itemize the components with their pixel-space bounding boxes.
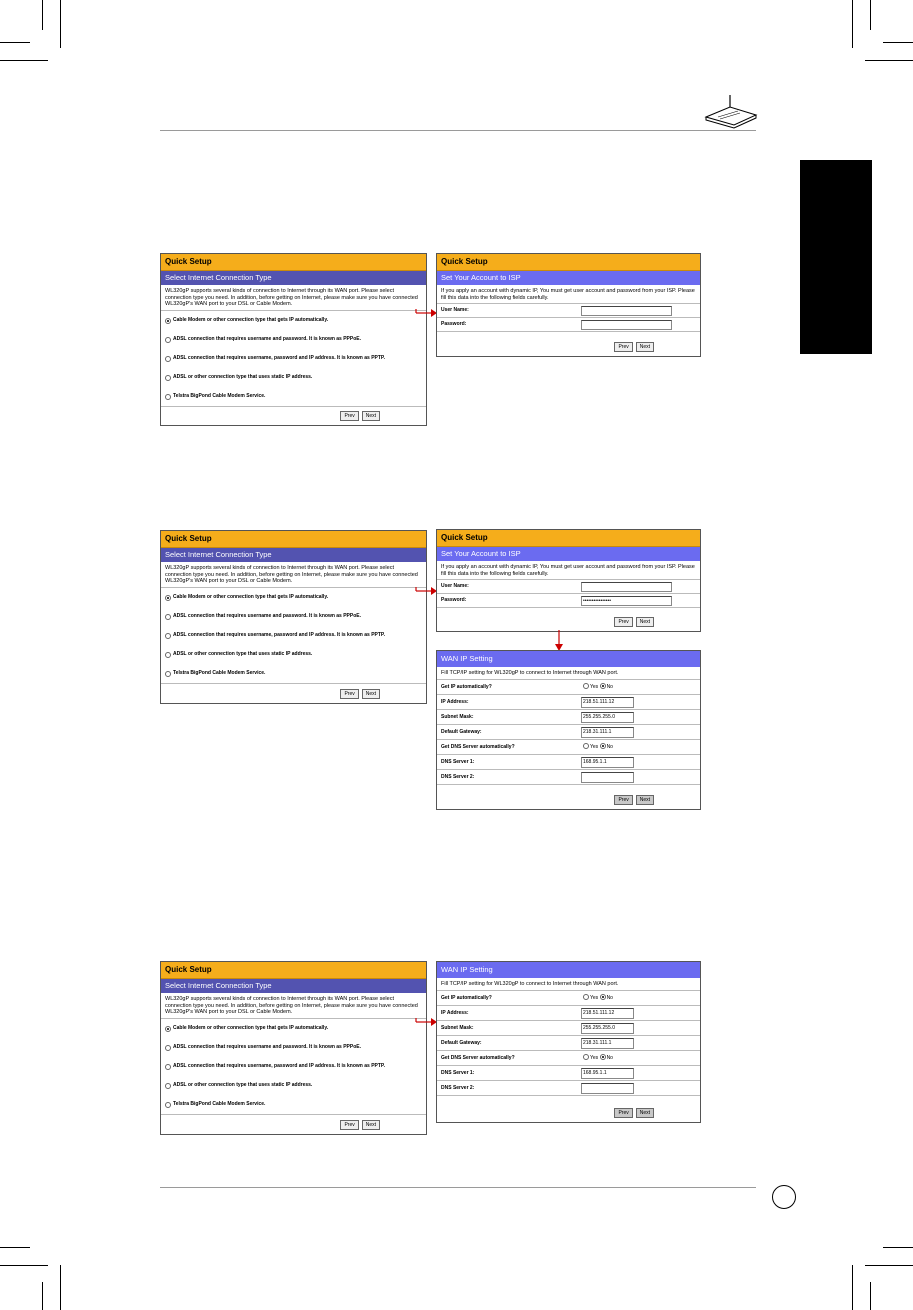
radio-no[interactable] bbox=[600, 1054, 606, 1060]
ip-address-row: IP Address: 218.51.111.12 bbox=[437, 695, 700, 710]
panel-description: If you apply an account with dynamic IP, You must get user account and password from your ISP. Please fill this data into the following fields carefully. bbox=[437, 285, 700, 304]
username-label: User Name: bbox=[441, 307, 469, 313]
panel-header: Quick Setup bbox=[437, 530, 700, 547]
dns1-input[interactable]: 168.95.1.1 bbox=[581, 757, 634, 768]
username-row bbox=[437, 580, 700, 594]
crop-mark bbox=[865, 60, 913, 61]
password-label: Password: bbox=[441, 321, 467, 327]
option-static-ip[interactable]: ADSL or other connection type that uses static IP address. bbox=[161, 368, 426, 387]
wan-ip-panel bbox=[436, 650, 701, 810]
prev-button[interactable]: Prev bbox=[614, 617, 632, 627]
next-button[interactable]: Next bbox=[636, 1108, 654, 1118]
crop-mark bbox=[42, 1282, 43, 1310]
dns-auto-row: Get DNS Server automatically? Yes No bbox=[437, 1051, 700, 1066]
isp-account-panel bbox=[436, 253, 701, 357]
arrow-right-icon bbox=[414, 1016, 438, 1028]
button-row bbox=[614, 795, 654, 805]
dns2-row: DNS Server 2: bbox=[437, 1081, 700, 1096]
next-button[interactable]: Next bbox=[362, 689, 380, 699]
radio-yes[interactable] bbox=[583, 743, 589, 749]
radio-button[interactable] bbox=[165, 595, 171, 601]
radio-button[interactable] bbox=[165, 1064, 171, 1070]
subnet-mask-input[interactable]: 255.255.255.0 bbox=[581, 1023, 634, 1034]
panel-header: WAN IP Setting bbox=[437, 651, 700, 667]
panel-subheader: Set Your Account to ISP bbox=[437, 271, 700, 285]
prev-button[interactable]: Prev bbox=[340, 411, 358, 421]
radio-button[interactable] bbox=[165, 1083, 171, 1089]
panel-description: If you apply an account with dynamic IP, You must get user account and password from your ISP. Please fill this data into the following fields carefully. bbox=[437, 561, 700, 580]
dns2-input[interactable] bbox=[581, 1083, 634, 1094]
dns1-row: DNS Server 1: 168.95.1.1 bbox=[437, 755, 700, 770]
radio-button[interactable] bbox=[165, 1026, 171, 1032]
panel-header: WAN IP Setting bbox=[437, 962, 700, 978]
arrow-right-icon bbox=[414, 307, 438, 319]
option-pptp[interactable]: ADSL connection that requires username, password and IP address. It is known as PPTP. bbox=[161, 626, 426, 645]
username-input[interactable] bbox=[581, 306, 672, 316]
crop-mark bbox=[870, 0, 871, 30]
radio-button[interactable] bbox=[165, 337, 171, 343]
divider bbox=[161, 406, 426, 407]
option-bigpond[interactable]: Telstra BigPond Cable Modem Service. bbox=[161, 1095, 426, 1114]
radio-button[interactable] bbox=[165, 614, 171, 620]
panel-subheader: Select Internet Connection Type bbox=[161, 979, 426, 993]
crop-mark bbox=[883, 1247, 913, 1248]
isp-account-panel bbox=[436, 529, 701, 632]
radio-button[interactable] bbox=[165, 318, 171, 324]
radio-no[interactable] bbox=[600, 994, 606, 1000]
panel-description: WL320gP supports several kinds of connection to Internet through its WAN port. Please select connection type you need. In addition, before getting on Internet, please make sure you have connected WL320gP's WAN port to your DSL or Cable Modem. bbox=[161, 562, 426, 588]
ip-address-input[interactable]: 218.51.111.12 bbox=[581, 1008, 634, 1019]
next-button[interactable]: Next bbox=[636, 342, 654, 352]
button-row bbox=[614, 1108, 654, 1118]
crop-mark bbox=[852, 0, 853, 48]
option-cable-modem[interactable]: Cable Modem or other connection type that gets IP automatically. bbox=[161, 1019, 426, 1038]
get-ip-row: Get IP automatically? Yes No bbox=[437, 991, 700, 1006]
crop-mark bbox=[865, 1265, 913, 1266]
crop-mark bbox=[0, 60, 48, 61]
radio-button[interactable] bbox=[165, 375, 171, 381]
crop-mark bbox=[42, 0, 43, 30]
radio-button[interactable] bbox=[165, 1102, 171, 1108]
prev-button[interactable]: Prev bbox=[614, 342, 632, 352]
subnet-mask-row: Subnet Mask: 255.255.255.0 bbox=[437, 710, 700, 725]
next-button[interactable]: Next bbox=[636, 617, 654, 627]
get-ip-row: Get IP automatically? Yes No bbox=[437, 680, 700, 695]
option-pppoe[interactable]: ADSL connection that requires username and password. It is known as PPPoE. bbox=[161, 330, 426, 349]
quick-setup-panel bbox=[160, 253, 427, 426]
arrow-right-icon bbox=[414, 585, 438, 597]
side-tab bbox=[800, 160, 872, 354]
prev-button[interactable]: Prev bbox=[614, 795, 632, 805]
quick-setup-panel bbox=[160, 530, 427, 704]
button-row bbox=[614, 342, 654, 352]
radio-button[interactable] bbox=[165, 1045, 171, 1051]
password-row bbox=[437, 318, 700, 332]
ip-address-row: IP Address: 218.51.111.12 bbox=[437, 1006, 700, 1021]
crop-mark bbox=[0, 42, 30, 43]
button-row bbox=[340, 1120, 380, 1130]
radio-yes[interactable] bbox=[583, 683, 589, 689]
option-pppoe[interactable]: ADSL connection that requires username and password. It is known as PPPoE. bbox=[161, 607, 426, 626]
gateway-input[interactable]: 218.31.111.1 bbox=[581, 727, 634, 738]
radio-no[interactable] bbox=[600, 743, 606, 749]
option-static-ip[interactable]: ADSL or other connection type that uses static IP address. bbox=[161, 1076, 426, 1095]
radio-button[interactable] bbox=[165, 652, 171, 658]
dns2-input[interactable] bbox=[581, 772, 634, 783]
password-input[interactable] bbox=[581, 320, 672, 330]
panel-header: Quick Setup bbox=[161, 254, 426, 271]
ip-address-input[interactable]: 218.51.111.12 bbox=[581, 697, 634, 708]
header-rule bbox=[160, 130, 756, 131]
panel-description: Fill TCP/IP setting for WL320gP to connect to Internet through WAN port. bbox=[437, 667, 700, 680]
next-button[interactable]: Next bbox=[362, 1120, 380, 1130]
dns1-row: DNS Server 1: 168.95.1.1 bbox=[437, 1066, 700, 1081]
crop-mark bbox=[60, 1265, 61, 1310]
dns-auto-row: Get DNS Server automatically? Yes No bbox=[437, 740, 700, 755]
option-pptp[interactable]: ADSL connection that requires username, password and IP address. It is known as PPTP. bbox=[161, 1057, 426, 1076]
radio-button[interactable] bbox=[165, 671, 171, 677]
password-input[interactable]: •••••••••••••••• bbox=[581, 596, 672, 606]
dns2-row: DNS Server 2: bbox=[437, 770, 700, 785]
crop-mark bbox=[870, 1282, 871, 1310]
panel-subheader: Select Internet Connection Type bbox=[161, 548, 426, 562]
next-button[interactable]: Next bbox=[636, 795, 654, 805]
gateway-row: Default Gateway: 218.31.111.1 bbox=[437, 725, 700, 740]
page-number bbox=[772, 1185, 796, 1209]
crop-mark bbox=[0, 1265, 48, 1266]
panel-header: Quick Setup bbox=[161, 531, 426, 548]
panel-header: Quick Setup bbox=[437, 254, 700, 271]
crop-mark bbox=[0, 1247, 30, 1248]
arrow-down-icon bbox=[553, 630, 565, 652]
radio-button[interactable] bbox=[165, 394, 171, 400]
panel-description: WL320gP supports several kinds of connection to Internet through its WAN port. Please select connection type you need. In addition, before getting on Internet, please make sure you have connected WL320gP's WAN port to your DSL or Cable Modem. bbox=[161, 993, 426, 1019]
panel-description: Fill TCP/IP setting for WL320gP to connect to Internet through WAN port. bbox=[437, 978, 700, 991]
password-row bbox=[437, 594, 700, 608]
button-row bbox=[340, 689, 380, 699]
radio-yes[interactable] bbox=[583, 1054, 589, 1060]
panel-subheader: Select Internet Connection Type bbox=[161, 271, 426, 285]
wan-ip-panel bbox=[436, 961, 701, 1123]
divider bbox=[161, 683, 426, 684]
radio-no[interactable] bbox=[600, 683, 606, 689]
radio-button[interactable] bbox=[165, 633, 171, 639]
footer-rule bbox=[160, 1187, 756, 1188]
prev-button[interactable]: Prev bbox=[614, 1108, 632, 1118]
radio-yes[interactable] bbox=[583, 994, 589, 1000]
gateway-input[interactable]: 218.31.111.1 bbox=[581, 1038, 634, 1049]
panel-header: Quick Setup bbox=[161, 962, 426, 979]
crop-mark bbox=[883, 42, 913, 43]
button-row bbox=[614, 617, 654, 627]
option-bigpond[interactable]: Telstra BigPond Cable Modem Service. bbox=[161, 387, 426, 406]
option-static-ip[interactable]: ADSL or other connection type that uses static IP address. bbox=[161, 645, 426, 664]
panel-subheader: Set Your Account to ISP bbox=[437, 547, 700, 561]
panel-description: WL320gP supports several kinds of connection to Internet through its WAN port. Please select connection type you need. In addition, before getting on Internet, please make sure you have connected WL320gP's WAN port to your DSL or Cable Modem. bbox=[161, 285, 426, 311]
username-label: User Name: bbox=[441, 583, 469, 589]
subnet-mask-input[interactable]: 255.255.255.0 bbox=[581, 712, 634, 723]
username-row bbox=[437, 304, 700, 318]
quick-setup-panel bbox=[160, 961, 427, 1135]
option-bigpond[interactable]: Telstra BigPond Cable Modem Service. bbox=[161, 664, 426, 683]
option-cable-modem[interactable]: Cable Modem or other connection type that gets IP automatically. bbox=[161, 588, 426, 607]
router-icon bbox=[700, 93, 760, 129]
button-row bbox=[340, 411, 380, 421]
option-pppoe[interactable]: ADSL connection that requires username and password. It is known as PPPoE. bbox=[161, 1038, 426, 1057]
next-button[interactable]: Next bbox=[362, 411, 380, 421]
option-pptp[interactable]: ADSL connection that requires username, password and IP address. It is known as PPTP. bbox=[161, 349, 426, 368]
gateway-row: Default Gateway: 218.31.111.1 bbox=[437, 1036, 700, 1051]
prev-button[interactable]: Prev bbox=[340, 689, 358, 699]
crop-mark bbox=[60, 0, 61, 48]
password-label: Password: bbox=[441, 597, 467, 603]
username-input[interactable] bbox=[581, 582, 672, 592]
prev-button[interactable]: Prev bbox=[340, 1120, 358, 1130]
option-cable-modem[interactable]: Cable Modem or other connection type that gets IP automatically. bbox=[161, 311, 426, 330]
divider bbox=[161, 1114, 426, 1115]
radio-button[interactable] bbox=[165, 356, 171, 362]
subnet-mask-row: Subnet Mask: 255.255.255.0 bbox=[437, 1021, 700, 1036]
dns1-input[interactable]: 168.95.1.1 bbox=[581, 1068, 634, 1079]
crop-mark bbox=[852, 1265, 853, 1310]
